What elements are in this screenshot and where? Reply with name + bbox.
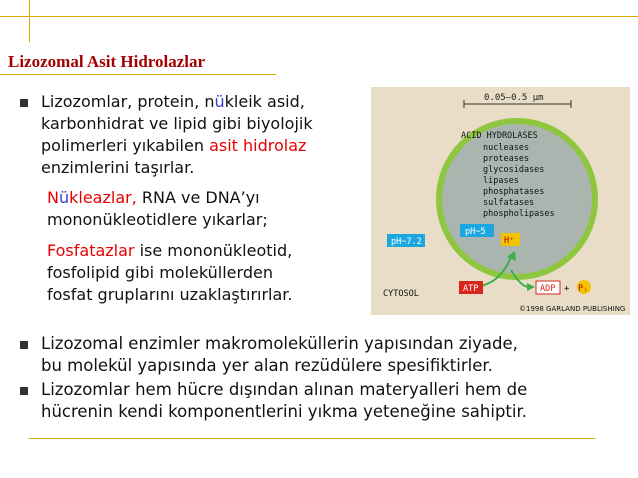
sub2-line1 [47, 240, 292, 262]
sub1-rest: RNA ve DNA’yı [136, 188, 260, 207]
bullet1-line3-pre: polimerleri yıkabilen [41, 136, 210, 155]
left-rule [29, 0, 30, 42]
bullet-marker [20, 341, 28, 349]
size-label: 0.05–0.5 μm [484, 93, 544, 103]
atp-label: ATP [463, 284, 479, 294]
bullet-marker [20, 99, 28, 107]
plus-sign: + [564, 284, 570, 294]
enzyme-item: proteases [483, 154, 530, 164]
slide-title: Lizozomal Asit Hidrolazlar [8, 52, 206, 71]
bullet1-line1-u: ü [214, 92, 225, 111]
cytosol-label: CYTOSOL [383, 289, 419, 299]
fosfatazlar-term: Fosfatazlar [47, 241, 135, 260]
sub1-line1 [47, 187, 260, 209]
ph-inside-label: pH~5 [465, 227, 486, 237]
bullet1-line1 [41, 91, 305, 113]
nukleazlar-rest: kleazlar, [69, 188, 137, 207]
adp-label: ADP [540, 284, 556, 294]
top-rule [0, 16, 638, 17]
bullet1-line1-post: kleik asid, [224, 92, 305, 111]
bullet2-line1: Lizozomal enzimler makromoleküllerin yapısından ziyade, [41, 334, 518, 353]
enzyme-item: sulfatases [483, 198, 535, 208]
bullet-marker [20, 387, 28, 395]
bullet2-line2: bu molekül yapısında yer alan rezüdülere spesifiktirler. [41, 356, 493, 375]
bottom-rule [29, 438, 595, 439]
bullet1-line2: karbonhidrat ve lipid gibi biyolojik [41, 114, 313, 133]
nukleazlar-n: N [47, 188, 59, 207]
pi-label: Pᵢ [578, 284, 589, 294]
bullet3-line2: hücrenin kendi komponentlerini yıkma yeteneğine sahiptir. [41, 402, 527, 421]
sub2-rest: ise mononükleotid, [134, 241, 293, 260]
acid-hydrolases-heading: ACID HYDROLASES [461, 131, 538, 141]
lysosome-diagram [371, 87, 630, 315]
enzyme-item: glycosidases [483, 165, 545, 175]
title-rule [0, 74, 276, 75]
asit-hidrolaz-term: asit hidrolaz [209, 136, 307, 155]
bullet1-line4: enzimlerini taşırlar. [41, 158, 195, 177]
sub2-line3: fosfat gruplarını uzaklaştırırlar. [47, 285, 293, 304]
arrow-head-icon [527, 283, 535, 291]
lysosome-figure [371, 87, 630, 315]
enzyme-item: phospholipases [483, 209, 555, 219]
bullet1-line1-pre: Lizozomlar, protein, n [41, 92, 215, 111]
bullet1-line3 [41, 135, 306, 157]
enzyme-item: lipases [483, 176, 519, 186]
bullet3-line1: Lizozomlar hem hücre dışından alınan materyalleri hem de [41, 380, 528, 399]
ph-outside-label: pH~7.2 [391, 237, 422, 247]
figure-copyright: ©1998 GARLAND PUBLISHING [519, 305, 626, 313]
enzyme-item: nucleases [483, 143, 530, 153]
enzyme-item: phosphatases [483, 187, 545, 197]
nukleazlar-u: ü [58, 188, 70, 207]
proton-label: H⁺ [504, 236, 515, 246]
sub1-line2: mononükleotidlere yıkarlar; [47, 210, 268, 229]
sub2-line2: fosfolipid gibi moleküllerden [47, 263, 273, 282]
